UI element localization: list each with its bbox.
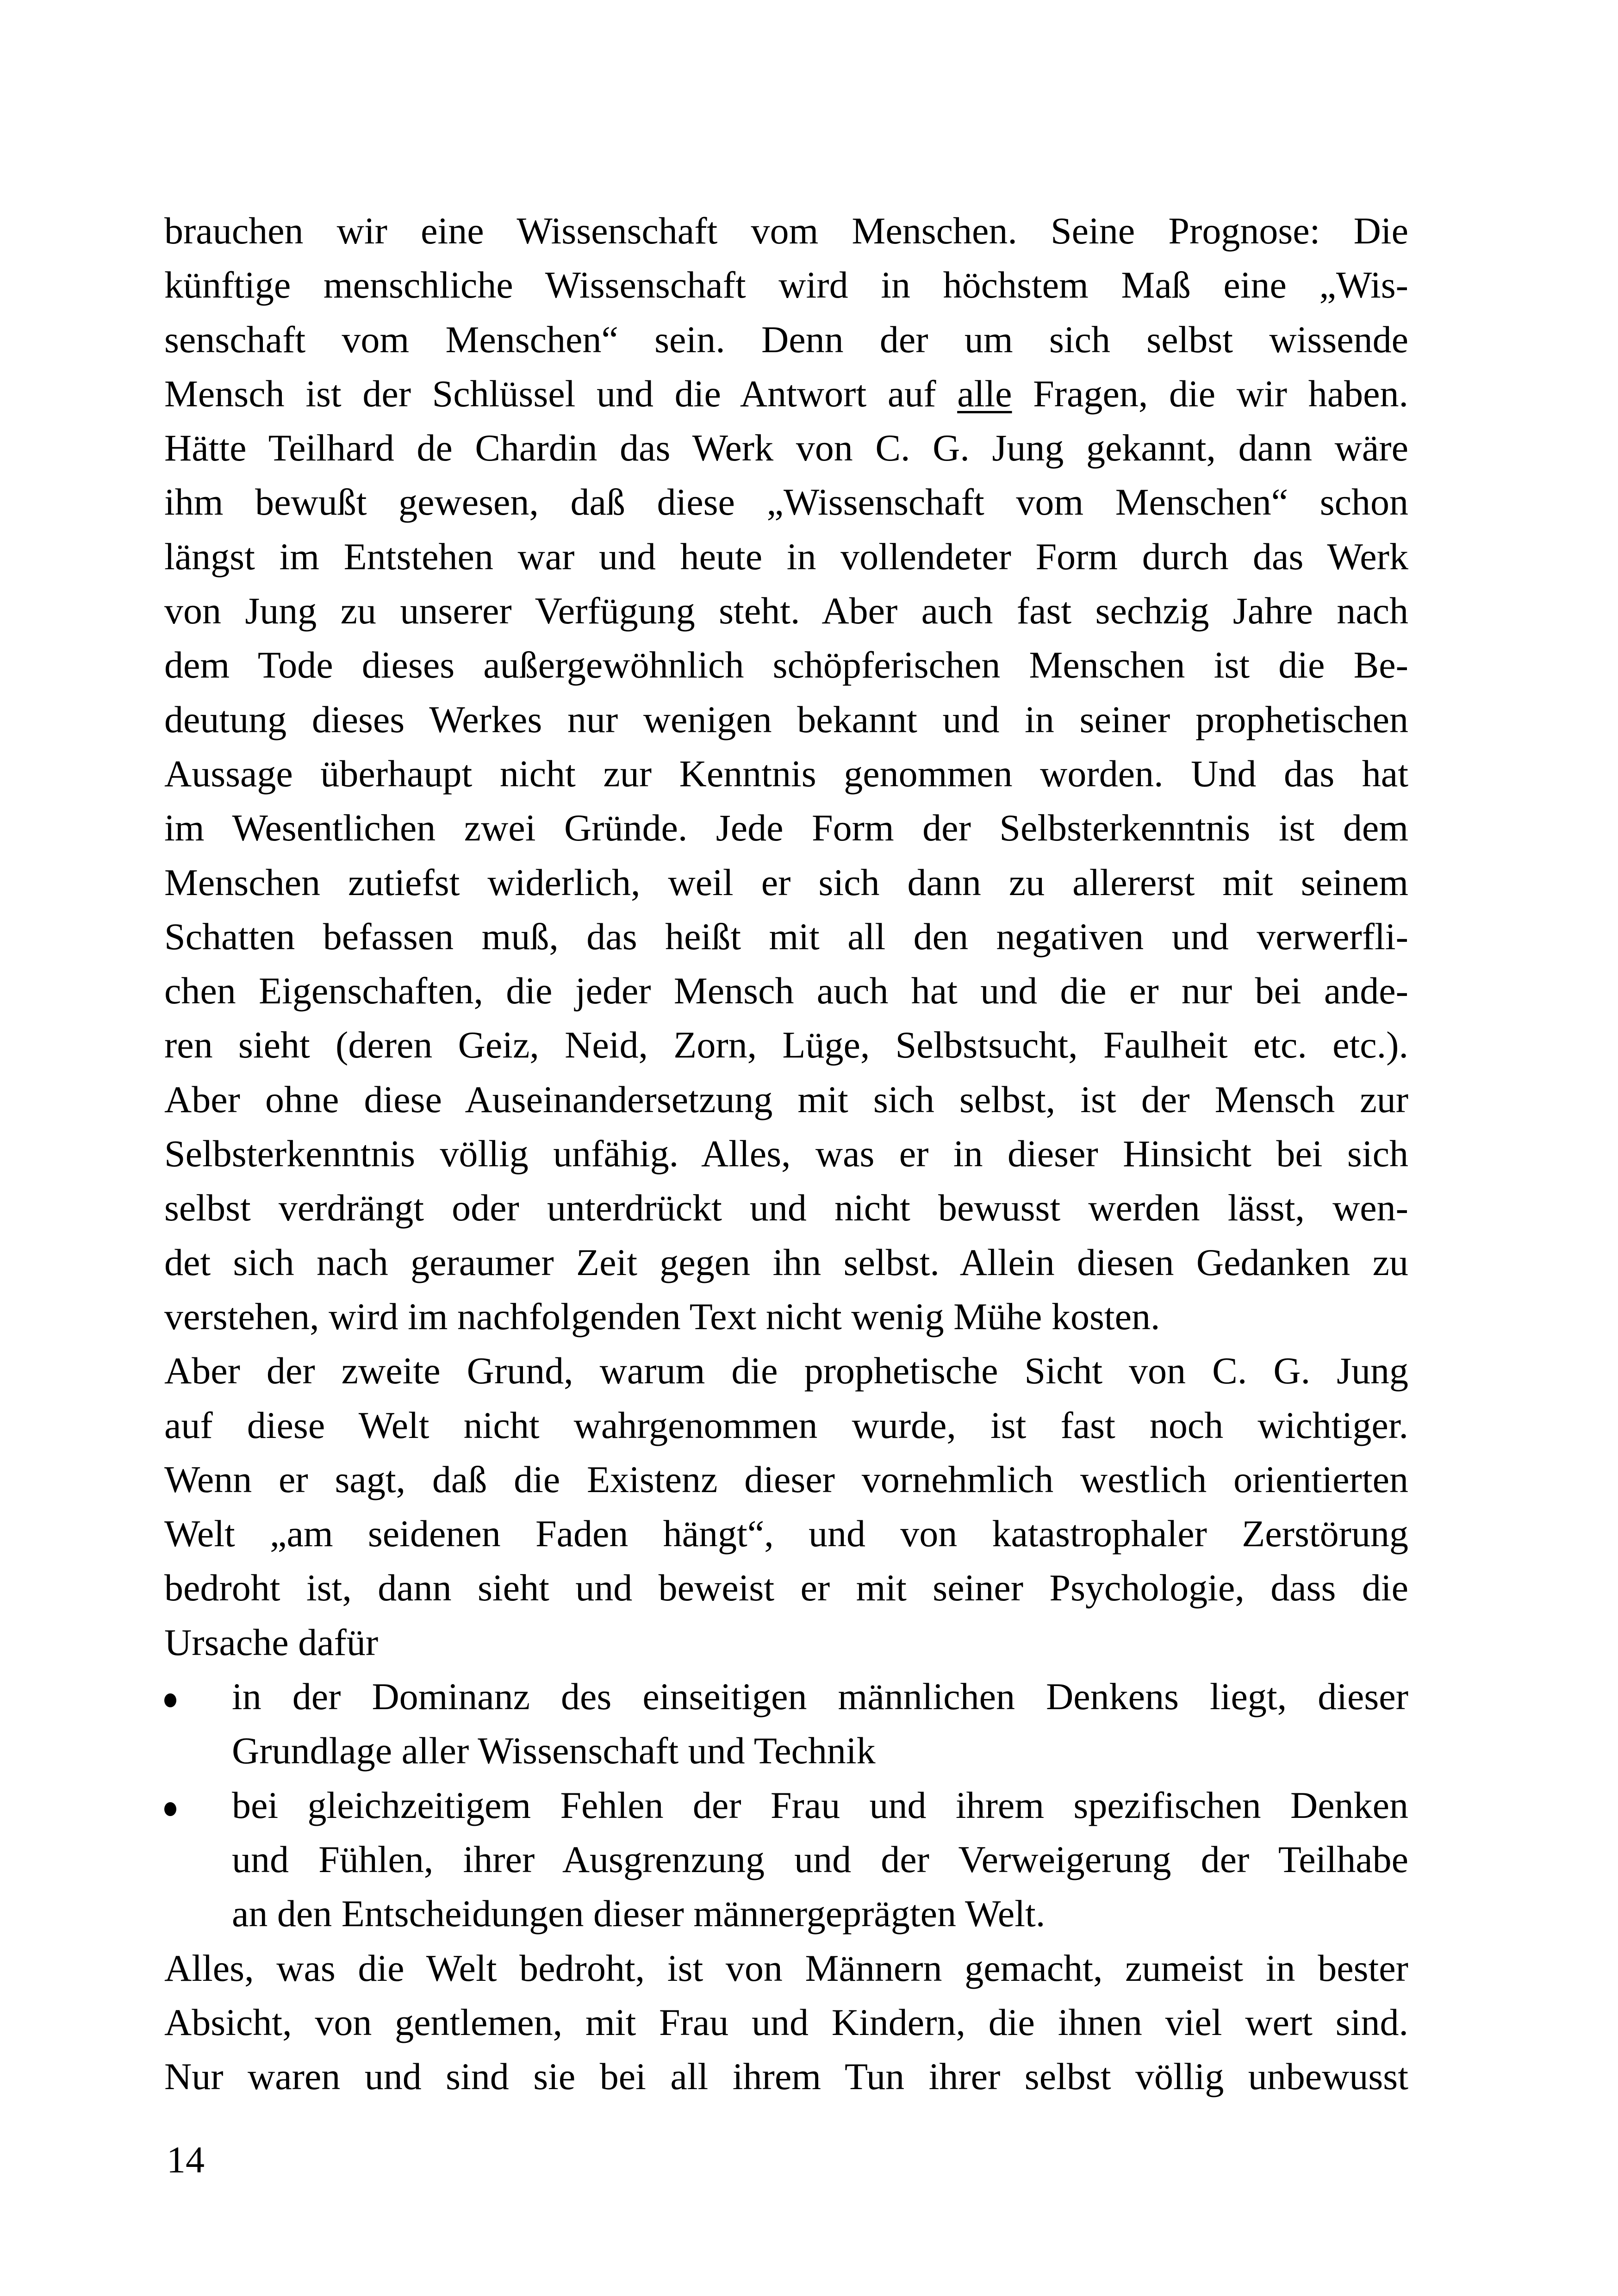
bullet-text: und Fühlen, ihrer Ausgrenzung und der Verweigerung der Teilhabe (232, 1838, 1408, 1880)
text-line: auf diese Welt nicht wahrgenommen wurde, ist fast noch wichtiger. (164, 1404, 1408, 1446)
text-line: brauchen wir eine Wissenschaft vom Menschen. Seine Prognose: Die (164, 210, 1408, 252)
text-line: verstehen, wird im nachfolgenden Text nicht wenig Mühe kosten. (164, 1295, 1160, 1338)
text-line: chen Eigenschaften, die jeder Mensch auch hat und die er nur bei ande- (164, 970, 1408, 1012)
text-line: Aussage überhaupt nicht zur Kenntnis genommen worden. Und das hat (164, 752, 1408, 795)
bullet-text: an den Entscheidungen dieser männergeprägten Welt. (232, 1892, 1045, 1935)
text-line: Aber der zweite Grund, warum die prophetische Sicht von C. G. Jung (164, 1350, 1408, 1392)
text-line: bedroht ist, dann sieht und beweist er mit seiner Psychologie, dass die (164, 1567, 1408, 1609)
text-line: Schatten befassen muß, das heißt mit all den negativen und verwerfli- (164, 915, 1408, 958)
bullet-text: in der Dominanz des einseitigen männlichen Denkens liegt, dieser (232, 1675, 1408, 1718)
page-number: 14 (167, 2139, 205, 2181)
bullet-continuation (164, 1886, 1408, 1941)
bullet-icon (164, 1778, 232, 1832)
bullet-continuation (164, 1724, 1408, 1778)
text-line: Aber ohne diese Auseinandersetzung mit sich selbst, ist der Mensch zur (164, 1078, 1408, 1120)
text-line: Hätte Teilhard de Chardin das Werk von C. G. Jung gekannt, dann wäre (164, 427, 1408, 469)
text-line: Welt „am seidenen Faden hängt“, und von katastrophaler Zerstörung (164, 1512, 1408, 1555)
bullet-text: Grundlage aller Wissenschaft und Technik (232, 1730, 876, 1772)
text-line: ihm bewußt gewesen, daß diese „Wissenschaft vom Menschen“ schon (164, 481, 1408, 523)
text-line: Wenn er sagt, daß die Existenz dieser vornehmlich westlich orientierten (164, 1458, 1408, 1500)
text-line (164, 367, 1408, 421)
text-segment: Fragen, die wir haben. (1012, 372, 1408, 415)
bullet-item (164, 1669, 1408, 1724)
text-segment: Mensch ist der Schlüssel und die Antwort auf (164, 372, 958, 415)
text-line: Selbsterkenntnis völlig unfähig. Alles, was er in dieser Hinsicht bei sich (164, 1132, 1408, 1175)
text-line: Ursache dafür (164, 1621, 379, 1663)
text-line: im Wesentlichen zwei Gründe. Jede Form der Selbsterkenntnis ist dem (164, 807, 1408, 849)
bullet-text: bei gleichzeitigem Fehlen der Frau und ihrem spezifischen Denken (232, 1784, 1408, 1826)
text-line: senschaft vom Menschen“ sein. Denn der um sich selbst wissende (164, 318, 1408, 361)
bullet-item (164, 1778, 1408, 1832)
text-line: von Jung zu unserer Verfügung steht. Aber auch fast sechzig Jahre nach (164, 590, 1408, 632)
bullet-icon (164, 1669, 232, 1724)
text-line: selbst verdrängt oder unterdrückt und nicht bewusst werden lässt, wen- (164, 1187, 1408, 1229)
text-line: Alles, was die Welt bedroht, ist von Männern gemacht, zumeist in bester (164, 1947, 1408, 1989)
underlined-word: alle (957, 372, 1012, 415)
text-line: dem Tode dieses außergewöhnlich schöpferischen Menschen ist die Be- (164, 644, 1408, 686)
text-line: Absicht, von gentlemen, mit Frau und Kindern, die ihnen viel wert sind. (164, 2001, 1408, 2043)
text-line: deutung dieses Werkes nur wenigen bekannt und in seiner prophetischen (164, 698, 1408, 740)
page-body (164, 204, 1408, 2103)
text-line: künftige menschliche Wissenschaft wird in höchstem Maß eine „Wis- (164, 264, 1408, 306)
text-line: längst im Entstehen war und heute in vollendeter Form durch das Werk (164, 535, 1408, 578)
text-line: det sich nach geraumer Zeit gegen ihn selbst. Allein diesen Gedanken zu (164, 1241, 1408, 1283)
bullet-continuation (164, 1832, 1408, 1886)
text-line: Menschen zutiefst widerlich, weil er sich dann zu allererst mit seinem (164, 861, 1408, 903)
text-line: ren sieht (deren Geiz, Neid, Zorn, Lüge, Selbstsucht, Faulheit etc. etc.). (164, 1024, 1408, 1066)
text-line: Nur waren und sind sie bei all ihrem Tun ihrer selbst völlig unbewusst (164, 2055, 1408, 2098)
